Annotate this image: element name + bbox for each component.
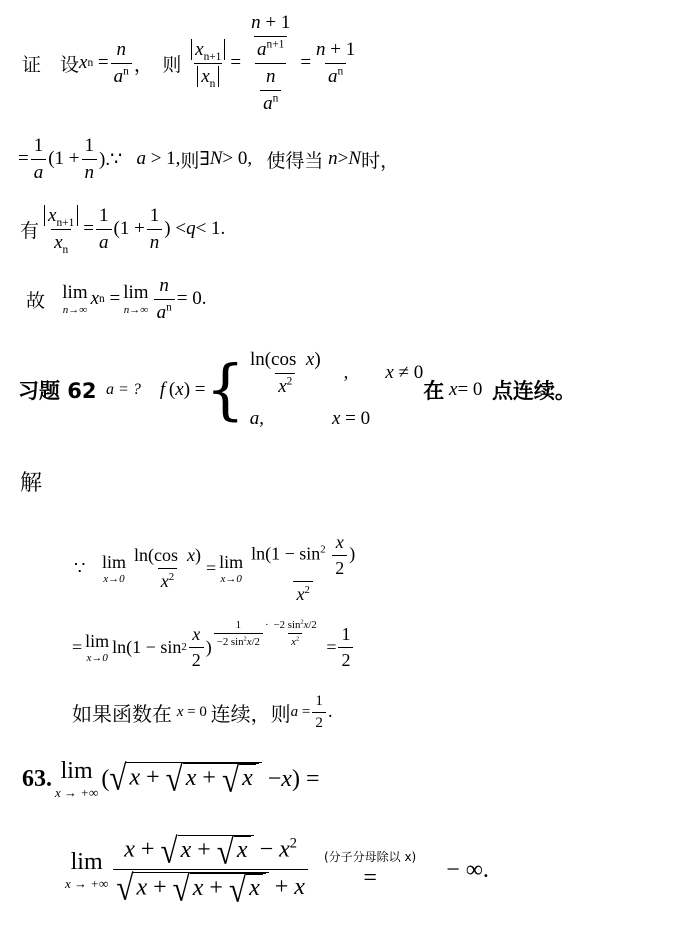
solution-line-1: ∵ lim x→0 $\frac{\text{ln(cos x)}}{x^2}$ = lim x→0 $\ln(1 - \sin^2$ $\frac{x}{2}$ ) $x^2$ bbox=[74, 531, 356, 604]
problem-63-line-2: lim x → +∞ x + √ x + √ x − $x^2$ √ x + √ x + √ x + x (分子分母除以 x) = − ∞. bbox=[65, 830, 489, 910]
have-word: 有 bbox=[20, 219, 40, 242]
solution-conclusion: 如果函数在 x = 0 连续，则 a = $\frac{1}{2}$ . bbox=[72, 692, 333, 731]
proof-line-2: = $\frac{1}{a}$ (1 + $\frac{1}{n}$ ).∵ a > 1, 则 ∃ N > 0, 使得当 n > N 时， bbox=[18, 134, 400, 183]
problem-62-title: 习题 62 bbox=[18, 379, 97, 403]
compound-fraction: $\frac{\frac{n + 1}{a^{n+1}}}{\frac{n}{a^n}}$ bbox=[251, 11, 291, 114]
then-word: 则 bbox=[162, 53, 182, 76]
solution-label: 解 bbox=[20, 471, 43, 496]
exists-word: 使得当 bbox=[266, 149, 324, 172]
solution-line-2: = lim x→0 ln(1 − sin 2 $\frac{x}{2}$ ) $\frac{1}{-2 \sin^2x/2}$ · $\frac{-2 \sin^2x/2}{x^2}$ = $\frac{1}{2}$ bbox=[72, 612, 355, 682]
point-continuous: 点连续。 bbox=[491, 379, 576, 403]
therefore-word: 故 bbox=[26, 289, 46, 312]
ratio-abs: $\frac{x_{n+1}}{x_n}$ bbox=[188, 39, 228, 88]
let-word: 设 bbox=[60, 53, 80, 76]
x-n-symbol: x bbox=[79, 52, 88, 73]
a-question: a = ? bbox=[106, 381, 141, 398]
answer-fraction: $\frac{1}{2}$ bbox=[312, 693, 326, 732]
problem-63-number: 63 bbox=[22, 765, 46, 792]
problem-63-line-1: 63 . lim x → +∞ ( √ x + √ x + √ x − x ) = bbox=[22, 757, 320, 801]
division-note: (分子分母除以 x) bbox=[323, 850, 417, 864]
proof-label: 证 bbox=[22, 53, 42, 76]
n-plus-1-over-a-n: $\frac{n + 1}{a^n}$ bbox=[316, 38, 356, 87]
final-result: − ∞. bbox=[446, 856, 489, 883]
piecewise-cases: $\frac{\text{ln(cos x)}}{x^2}$ , x ≠ 0 a, x = 0 bbox=[249, 348, 424, 429]
proof-line-3: 有 $\frac{x_{n+1}}{x_n}$ = $\frac{1}{a}$ (1 + $\frac{1}{n}$ ) < q < 1. bbox=[20, 204, 226, 256]
proof-line-1: 证 设 x n = $\frac{n}{a^n}$ ， 则 $\frac{x_{n+1}}{x_n}$ = $\frac{\frac{n + 1}{a^{n+1}}}{\frac{n}{a^n}}$ = $\frac{n + 1}{a^n}$ bbox=[22, 8, 360, 118]
proof-line-4: 故 lim n→∞ x n = lim n→∞ $\frac{n}{a^n}$ = 0. bbox=[26, 274, 207, 323]
limit-fraction: x + √ x + √ x − $x^2$ √ x + √ x + √ x + x bbox=[113, 835, 308, 905]
problem-62: 习题 62 a = ? f ( x ) = { $\frac{\text{ln(cos x)}}{x^2}$ , x ≠ 0 a, x = 0 在 x = 0 点连续。 bbox=[18, 336, 576, 444]
n-over-a-n: $\frac{n}{a^n}$ bbox=[111, 39, 132, 88]
